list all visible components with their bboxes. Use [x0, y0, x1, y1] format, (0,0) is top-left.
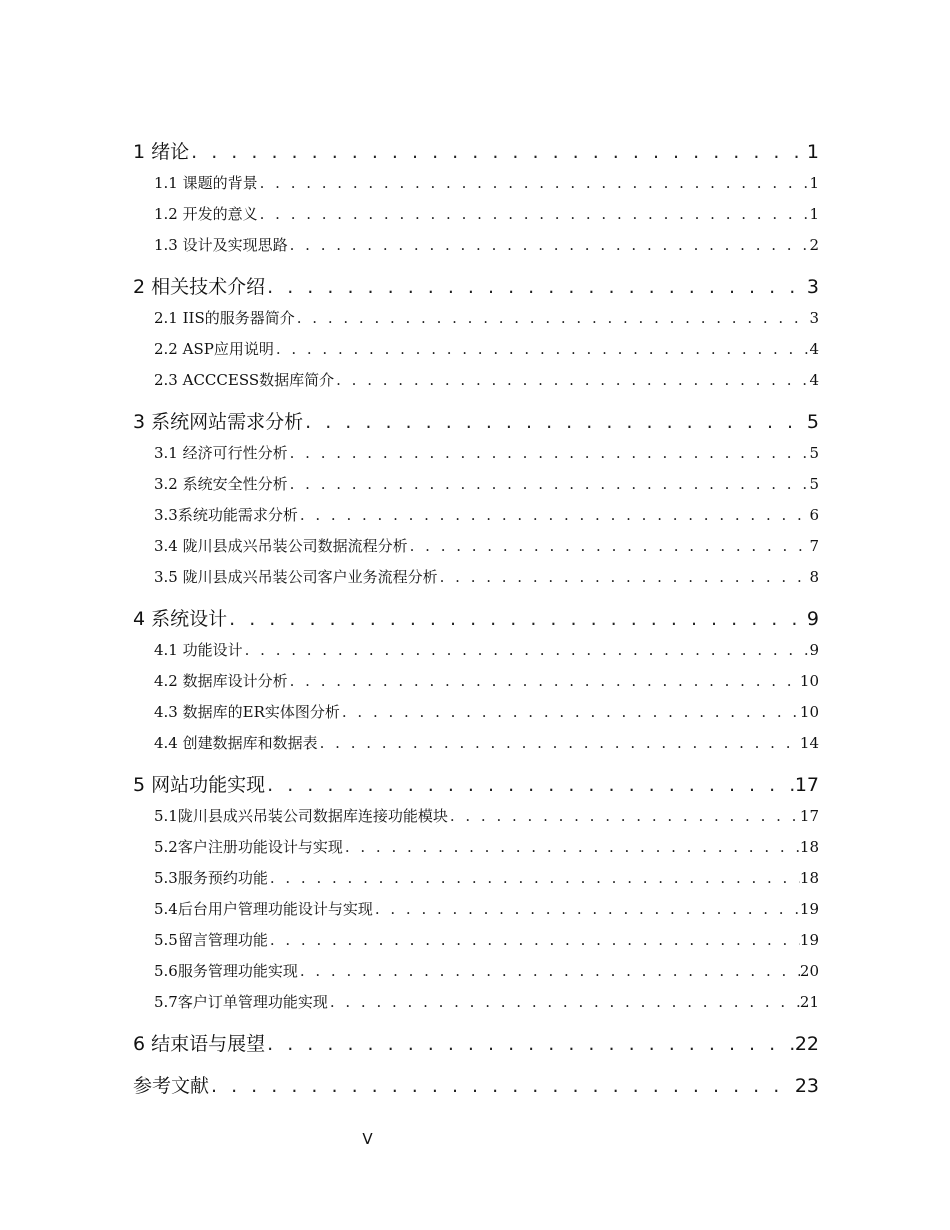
- toc-entry-page: 17: [794, 774, 819, 796]
- toc-entry-chapter-6[interactable]: [133, 1028, 819, 1060]
- toc-entry-label: 1.1 课题的背景: [154, 174, 258, 192]
- toc-entry-page: 6: [809, 506, 819, 524]
- toc-entry-page: 3: [806, 276, 819, 298]
- page-number-footer: V: [362, 1130, 373, 1148]
- toc-entry-label: 5.4后台用户管理功能设计与实现: [154, 900, 373, 918]
- toc-entry-section-1-3[interactable]: [133, 230, 819, 261]
- toc-entry-chapter-5[interactable]: [133, 769, 819, 801]
- toc-entry-page: 5: [809, 444, 819, 462]
- dot-leader: [209, 1070, 795, 1102]
- toc-entry-page: 20: [799, 962, 819, 980]
- toc-entry-label: 3.3系统功能需求分析: [154, 506, 298, 524]
- toc-entry-page: 1: [809, 174, 819, 192]
- toc-entry-page: 9: [806, 608, 819, 630]
- dot-leader: [268, 925, 800, 956]
- dot-leader: [288, 469, 810, 500]
- toc-entry-section-1-1[interactable]: [133, 168, 819, 199]
- toc-entry-section-4-1[interactable]: [133, 635, 819, 666]
- toc-entry-page: 8: [809, 568, 819, 586]
- toc-entry-section-3-1[interactable]: [133, 438, 819, 469]
- toc-entry-label: 3.1 经济可行性分析: [154, 444, 288, 462]
- toc-entry-section-3-3[interactable]: [133, 500, 819, 531]
- toc-entry-label: 3.2 系统安全性分析: [154, 475, 288, 493]
- toc-entry-label: 2.1 IIS的服务器简介: [154, 309, 295, 327]
- toc-entry-section-1-2[interactable]: [133, 199, 819, 230]
- toc-entry-label: 3.4 陇川县成兴吊装公司数据流程分析: [154, 537, 408, 555]
- dot-leader: [298, 956, 800, 987]
- toc-entry-section-5-5[interactable]: [133, 925, 819, 956]
- toc-entry-label: 1.2 开发的意义: [154, 205, 258, 223]
- toc-entry-page: 10: [799, 703, 819, 721]
- toc-entry-label: 4.1 功能设计: [154, 641, 243, 659]
- toc-entry-page: 21: [799, 993, 819, 1011]
- dot-leader: [258, 199, 810, 230]
- dot-leader: [189, 136, 807, 168]
- toc-entry-label: 2.2 ASP应用说明: [154, 340, 274, 358]
- toc-entry-section-2-2[interactable]: [133, 334, 819, 365]
- toc-entry-label: 3.5 陇川县成兴吊装公司客户业务流程分析: [154, 568, 438, 586]
- toc-entry-label: 1 绪论: [133, 141, 190, 163]
- dot-leader: [258, 168, 810, 199]
- toc-entry-section-4-4[interactable]: [133, 728, 819, 759]
- toc-entry-page: 5: [806, 411, 819, 433]
- toc-entry-label: 4 系统设计: [133, 608, 228, 630]
- dot-leader: [265, 271, 807, 303]
- toc-entry-section-3-4[interactable]: [133, 531, 819, 562]
- toc-entry-label: 参考文献: [133, 1075, 210, 1097]
- toc-entry-page: 19: [799, 900, 819, 918]
- toc-entry-page: 4: [809, 371, 819, 389]
- toc-entry-page: 3: [809, 309, 819, 327]
- dot-leader: [268, 863, 800, 894]
- dot-leader: [288, 230, 810, 261]
- dot-leader: [274, 334, 810, 365]
- toc-entry-chapter-2[interactable]: [133, 271, 819, 303]
- toc-entry-chapter-4[interactable]: [133, 603, 819, 635]
- toc-entry-page: 9: [809, 641, 819, 659]
- dot-leader: [303, 406, 807, 438]
- toc-entry-page: 18: [799, 838, 819, 856]
- toc-entry-page: 7: [809, 537, 819, 555]
- toc-entry-label: 5.5留言管理功能: [154, 931, 268, 949]
- toc-entry-section-5-1[interactable]: [133, 801, 819, 832]
- toc-entry-label: 5.7客户订单管理功能实现: [154, 993, 328, 1011]
- dot-leader: [438, 562, 810, 593]
- toc-entry-section-5-7[interactable]: [133, 987, 819, 1018]
- toc-entry-section-3-5[interactable]: [133, 562, 819, 593]
- toc-entry-page: 19: [799, 931, 819, 949]
- toc-entry-chapter-1[interactable]: [133, 136, 819, 168]
- dot-leader: [318, 728, 800, 759]
- toc-entry-chapter-3[interactable]: [133, 406, 819, 438]
- table-of-contents: [133, 136, 819, 1102]
- dot-leader: [340, 697, 800, 728]
- dot-leader: [295, 303, 810, 334]
- toc-entry-section-5-6[interactable]: [133, 956, 819, 987]
- toc-entry-section-5-3[interactable]: [133, 863, 819, 894]
- dot-leader: [373, 894, 800, 925]
- toc-entry-page: 10: [799, 672, 819, 690]
- toc-entry-page: 2: [809, 236, 819, 254]
- toc-entry-label: 6 结束语与展望: [133, 1033, 266, 1055]
- toc-entry-page: 22: [794, 1033, 819, 1055]
- toc-entry-page: 17: [799, 807, 819, 825]
- dot-leader: [343, 832, 800, 863]
- dot-leader: [227, 603, 807, 635]
- toc-entry-section-4-3[interactable]: [133, 697, 819, 728]
- dot-leader: [243, 635, 810, 666]
- dot-leader: [408, 531, 810, 562]
- toc-entry-page: 23: [794, 1075, 819, 1097]
- toc-entry-label: 5 网站功能实现: [133, 774, 266, 796]
- toc-entry-page: 1: [809, 205, 819, 223]
- dot-leader: [334, 365, 809, 396]
- dot-leader: [328, 987, 800, 1018]
- toc-entry-label: 2 相关技术介绍: [133, 276, 266, 298]
- dot-leader: [265, 769, 795, 801]
- toc-entry-label: 5.2客户注册功能设计与实现: [154, 838, 343, 856]
- toc-entry-section-2-1[interactable]: [133, 303, 819, 334]
- toc-entry-page: 1: [806, 141, 819, 163]
- toc-entry-label: 3 系统网站需求分析: [133, 411, 304, 433]
- toc-entry-label: 4.3 数据库的ER实体图分析: [154, 703, 340, 721]
- toc-entry-page: 18: [799, 869, 819, 887]
- toc-entry-page: 5: [809, 475, 819, 493]
- toc-entry-section-4-2[interactable]: [133, 666, 819, 697]
- toc-entry-label: 4.2 数据库设计分析: [154, 672, 288, 690]
- toc-entry-label: 5.1陇川县成兴吊装公司数据库连接功能模块: [154, 807, 448, 825]
- toc-entry-references[interactable]: [133, 1070, 819, 1102]
- toc-entry-page: 4: [809, 340, 819, 358]
- toc-entry-label: 2.3 ACCCESS数据库简介: [154, 371, 335, 389]
- toc-entry-label: 5.3服务预约功能: [154, 869, 268, 887]
- dot-leader: [265, 1028, 795, 1060]
- toc-entry-page: 14: [799, 734, 819, 752]
- toc-entry-label: 1.3 设计及实现思路: [154, 236, 288, 254]
- dot-leader: [448, 801, 800, 832]
- toc-entry-section-2-3[interactable]: [133, 365, 819, 396]
- toc-entry-section-5-4[interactable]: [133, 894, 819, 925]
- toc-entry-section-3-2[interactable]: [133, 469, 819, 500]
- dot-leader: [288, 438, 810, 469]
- toc-entry-section-5-2[interactable]: [133, 832, 819, 863]
- dot-leader: [298, 500, 810, 531]
- dot-leader: [288, 666, 800, 697]
- toc-entry-label: 5.6服务管理功能实现: [154, 962, 298, 980]
- toc-entry-label: 4.4 创建数据库和数据表: [154, 734, 318, 752]
